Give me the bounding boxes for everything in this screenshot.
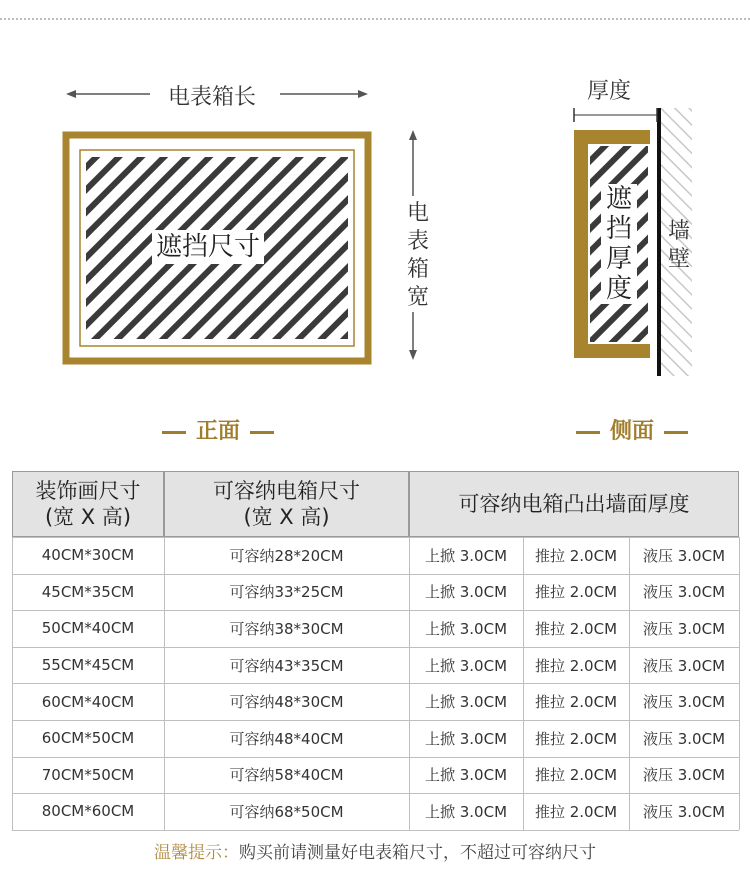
column-divider: [523, 537, 524, 830]
cell-box-size: 可容纳58*40CM: [229, 766, 344, 785]
cell-box-size: 可容纳28*20CM: [229, 546, 344, 565]
cell-push: 推拉 2.0CM: [534, 656, 618, 675]
cell-box-size: 可容纳43*35CM: [229, 656, 344, 675]
column-divider: [629, 537, 630, 830]
wall-label: 墙壁: [667, 219, 690, 272]
cell-flip: 上掀 3.0CM: [424, 766, 508, 785]
cell-painting-size: 45CM*35CM: [41, 582, 135, 601]
cell-hydraulic: 液压 3.0CM: [642, 802, 726, 821]
cell-box-size: 可容纳48*30CM: [229, 693, 344, 712]
cell-box-size: 可容纳38*30CM: [229, 619, 344, 638]
cell-flip: 上掀 3.0CM: [424, 546, 508, 565]
cell-hydraulic: 液压 3.0CM: [642, 583, 726, 602]
row-divider: [12, 830, 739, 831]
header-protrude: 可容纳电箱凸出墙面厚度: [409, 471, 739, 537]
cell-push: 推拉 2.0CM: [534, 619, 618, 638]
cell-box-size: 可容纳68*50CM: [229, 802, 344, 821]
cell-flip: 上掀 3.0CM: [424, 656, 508, 675]
header-box-size: 可容纳电箱尺寸 (宽 X 高): [164, 471, 409, 537]
row-divider: [12, 537, 739, 538]
thickness-label: 厚度: [587, 79, 632, 104]
cell-push: 推拉 2.0CM: [534, 693, 618, 712]
cell-box-size: 可容纳33*25CM: [229, 583, 344, 602]
cell-painting-size: 70CM*50CM: [41, 765, 135, 784]
cell-hydraulic: 液压 3.0CM: [642, 656, 726, 675]
cell-flip: 上掀 3.0CM: [424, 583, 508, 602]
cell-box-size: 可容纳48*40CM: [229, 729, 344, 748]
front-cover-label: 遮挡尺寸: [152, 230, 264, 264]
width-label: 电表箱宽: [406, 201, 429, 310]
cell-hydraulic: 液压 3.0CM: [642, 729, 726, 748]
thickness-tick: [574, 108, 657, 122]
tip-body: 购买前请测量好电表箱尺寸，不超过可容纳尺寸: [239, 843, 596, 863]
cell-push: 推拉 2.0CM: [534, 802, 618, 821]
cell-flip: 上掀 3.0CM: [424, 729, 508, 748]
cell-hydraulic: 液压 3.0CM: [642, 619, 726, 638]
cell-painting-size: 40CM*30CM: [41, 546, 135, 565]
cell-flip: 上掀 3.0CM: [424, 619, 508, 638]
header-painting-size: 装饰画尺寸 (宽 X 高): [12, 471, 164, 537]
length-label: 电表箱长: [168, 85, 257, 110]
cell-painting-size: 60CM*50CM: [41, 729, 135, 748]
column-divider: [164, 537, 165, 830]
cell-painting-size: 80CM*60CM: [41, 802, 135, 821]
cell-push: 推拉 2.0CM: [534, 729, 618, 748]
tip-lead: 温馨提示：: [154, 843, 239, 863]
cell-hydraulic: 液压 3.0CM: [642, 546, 726, 565]
tip-text: [0, 838, 750, 863]
cell-painting-size: 50CM*40CM: [41, 619, 135, 638]
front-view-title: 正面: [152, 414, 284, 445]
cell-push: 推拉 2.0CM: [534, 583, 618, 602]
cell-push: 推拉 2.0CM: [534, 546, 618, 565]
cell-flip: 上掀 3.0CM: [424, 693, 508, 712]
cell-push: 推拉 2.0CM: [534, 766, 618, 785]
cell-painting-size: 55CM*45CM: [41, 656, 135, 675]
column-divider: [739, 537, 740, 830]
side-view-title: 侧面: [566, 414, 698, 445]
column-divider: [12, 537, 13, 830]
column-divider: [409, 537, 410, 830]
side-cover-label: 遮挡厚度: [601, 184, 637, 304]
cell-flip: 上掀 3.0CM: [424, 802, 508, 821]
cell-painting-size: 60CM*40CM: [41, 692, 135, 711]
cell-hydraulic: 液压 3.0CM: [642, 693, 726, 712]
cell-hydraulic: 液压 3.0CM: [642, 766, 726, 785]
